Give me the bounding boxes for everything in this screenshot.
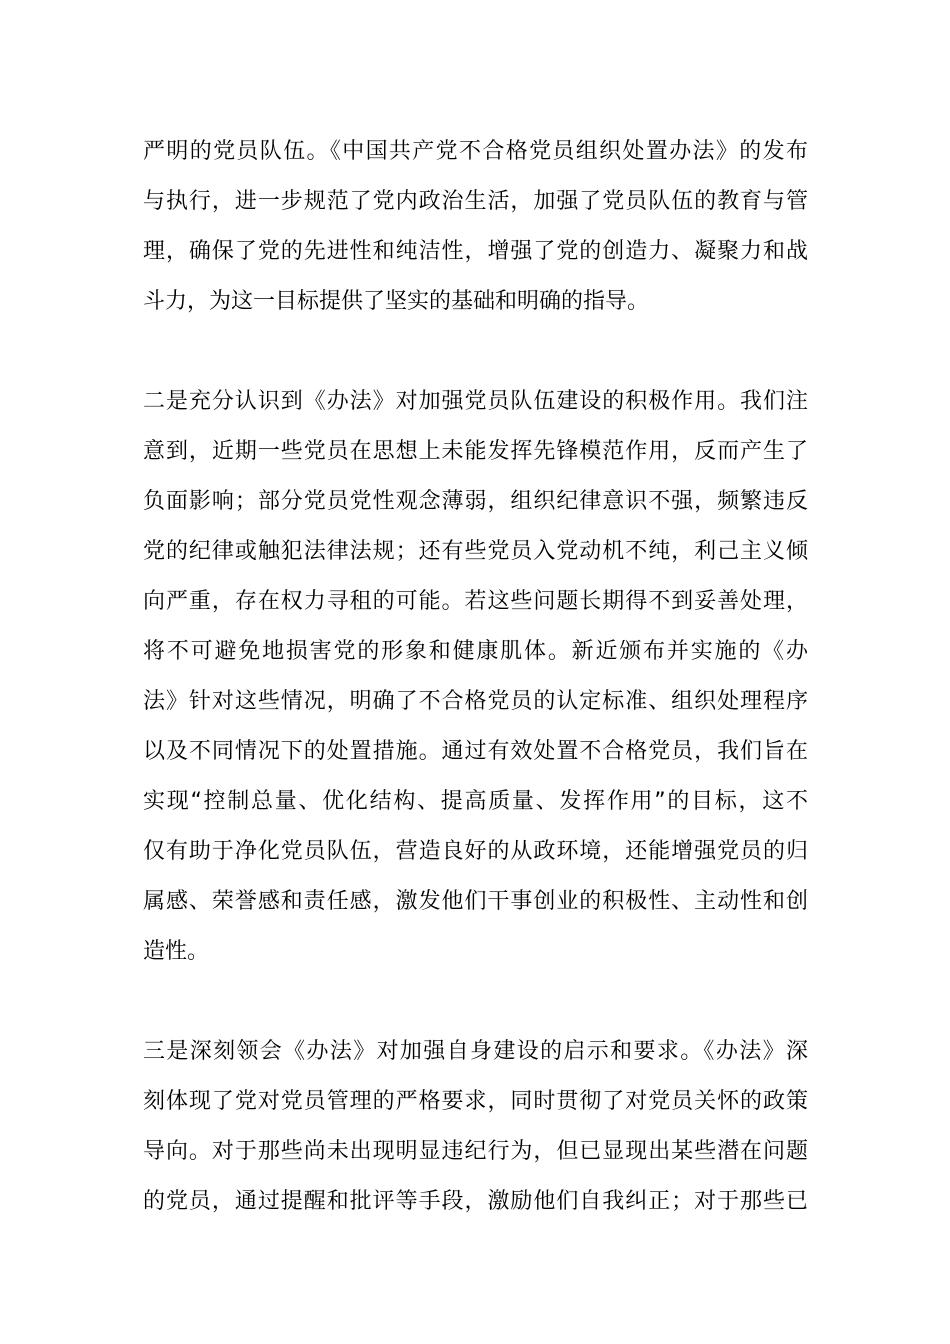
text-line: 三是深刻领会《办法》对加强自身建设的启示和要求。《办法》深 [143,1039,808,1064]
text-line: 造性。 [143,939,210,964]
text-line: 理，确保了党的先进性和纯洁性，增强了党的创造力、凝聚力和战 [143,239,808,264]
text-line: 二是充分认识到《办法》对加强党员队伍建设的积极作用。我们注 [143,389,808,414]
body-text [143,127,808,1277]
text-line: 仅有助于净化党员队伍，营造良好的从政环境，还能增强党员的归 [143,839,808,864]
paragraph-1 [143,127,808,327]
text-line: 向严重，存在权力寻租的可能。若这些问题长期得不到妥善处理， [143,589,808,614]
text-line: 与执行，进一步规范了党内政治生活，加强了党员队伍的教育与管 [143,189,808,214]
text-line: 导向。对于那些尚未出现明显违纪行为，但已显现出某些潜在问题 [143,1139,808,1164]
text-line: 的党员，通过提醒和批评等手段，激励他们自我纠正；对于那些已 [143,1189,808,1214]
text-line: 属感、荣誉感和责任感，激发他们干事创业的积极性、主动性和创 [143,889,808,914]
text-line: 法》针对这些情况，明确了不合格党员的认定标准、组织处理程序 [143,689,808,714]
text-line: 负面影响；部分党员党性观念薄弱，组织纪律意识不强，频繁违反 [143,489,808,514]
text-line: 斗力，为这一目标提供了坚实的基础和明确的指导。 [143,289,650,314]
text-line: 党的纪律或触犯法律法规；还有些党员入党动机不纯，利己主义倾 [143,539,808,564]
text-line: 意到，近期一些党员在思想上未能发挥先锋模范作用，反而产生了 [143,439,808,464]
text-line: 刻体现了党对党员管理的严格要求，同时贯彻了对党员关怀的政策 [143,1089,808,1114]
text-line: 将不可避免地损害党的形象和健康肌体。新近颁布并实施的《办 [143,639,808,664]
text-line: 实现“控制总量、优化结构、提高质量、发挥作用”的目标，这不 [143,789,808,814]
paragraph-2 [143,377,808,977]
paragraph-3 [143,1027,808,1227]
text-line: 严明的党员队伍。《中国共产党不合格党员组织处置办法》的发布 [143,139,808,164]
text-line: 以及不同情况下的处置措施。通过有效处置不合格党员，我们旨在 [143,739,808,764]
